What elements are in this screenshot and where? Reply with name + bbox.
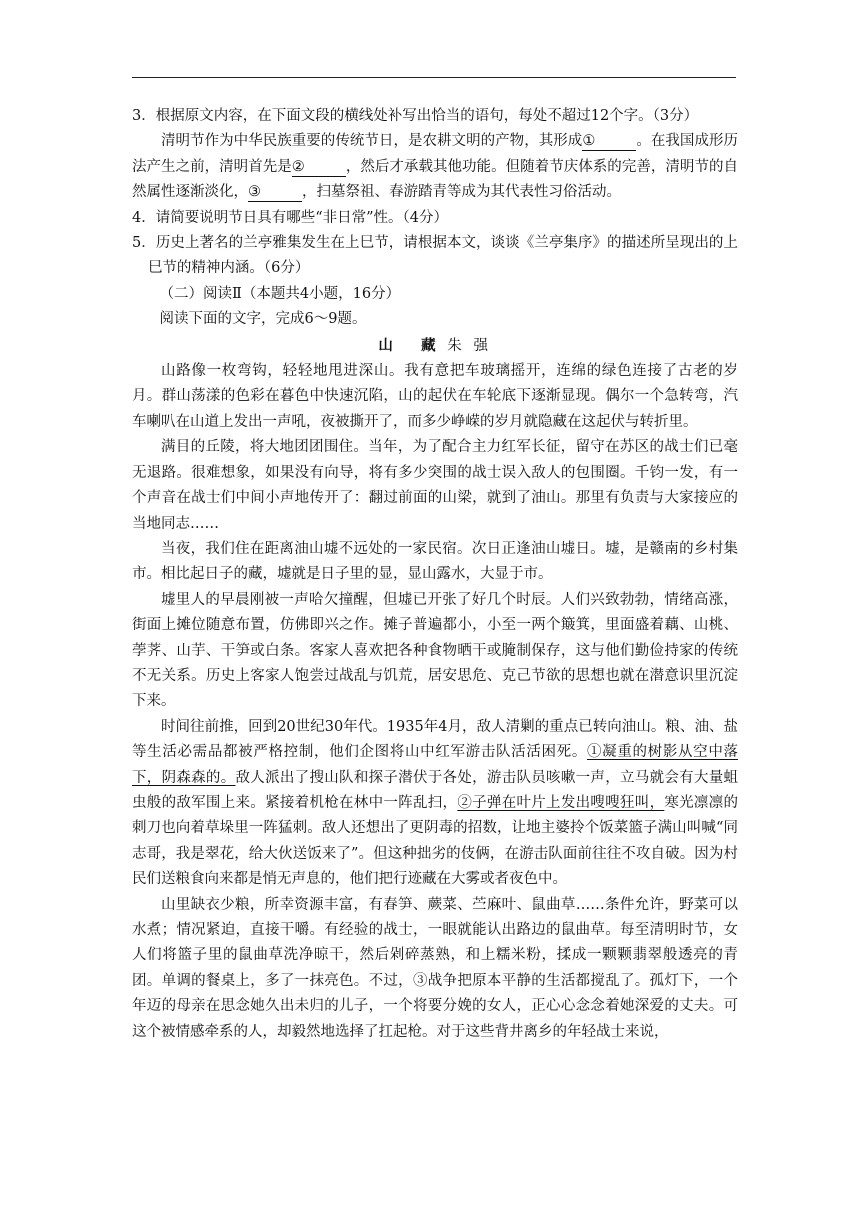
- article-paragraph-4: 墟里人的早晨刚被一声哈欠撞醒，但墟已开张了好几个时辰。人们兴致勃勃，情绪高涨，街面上摊位随意布置，仿佛即兴之作。摊子普遍都小，小至一两个簸箕，里面盛着藕、山桃、荸荠、山芋、干笋或白条。客家人喜欢把各种食物晒干或腌制保存，这与他们勤俭持家的传统不无关系。历史上客家人饱尝过战乱与饥荒，居安思危、克己节欲的思想也就在潜意识里沉淀下来。: [132, 591, 738, 710]
- paragraph-5-text-b: 敌人派出了搜山队和探子潜伏于各处，游击队员咳嗽一声，立马就会有大量蛆虫般的敌军围上来。紧接着机枪在林中一阵乱扫，: [132, 769, 739, 811]
- article-paragraph-5: [132, 715, 738, 893]
- passage-text-a: 清明节作为中华民族重要的传统节日，是农耕文明的产物，其形成: [161, 133, 583, 150]
- header-rule: [132, 77, 736, 78]
- question-3-stem: 3．根据原文内容，在下面文段的横线处补写出恰当的语句，每处不超过12个字。（3分）: [132, 108, 699, 124]
- fill-blank-3[interactable]: ③: [248, 183, 302, 202]
- fill-blank-2[interactable]: ②: [292, 158, 346, 177]
- fill-blank-1[interactable]: ①: [582, 132, 636, 151]
- passage-text-c: ，然后才承载其他功能。但随着节庆体系的完善，清明节的自然属性逐渐淡化，: [132, 158, 739, 201]
- underlined-sentence-1: ①凝重的树影从空中落下，阴森森的。: [132, 744, 738, 786]
- passage-text-d: ，扫墓祭祖、春游踏青等成为其代表性习俗活动。: [302, 184, 621, 201]
- article-paragraph-6: 山里缺衣少粮，所幸资源丰富，有春笋、蕨菜、苎麻叶、鼠曲草……条件允许，野菜可以水煮；情况紧迫，直接干嚼。有经验的战士，一眼就能认出路边的鼠曲草。每至清明时节，女人们将篮子里的鼠曲草洗净晾干，然后剁碎蒸熟，和上糯米粉，揉成一颗颗翡翠般透亮的青团。单调的餐桌上，多了一抹亮色。不过，③战争把原本平静的生活都搅乱了。孤灯下，一个年迈的母亲在思念她久出未归的儿子，一个将要分娩的女人，正心心念念着她深爱的丈夫。可这个被情感牵系的人，却毅然地选择了扛起枪。对于这些背井离乡的年轻战士来说，: [132, 896, 738, 1040]
- article-title-line: [132, 333, 738, 359]
- question-4: 4．请简要说明节日具有哪些“非日常”性。（4分）: [132, 209, 449, 226]
- paragraph-5-text-a: 时间往前推，回到20世纪30年代。1935年4月，敌人清剿的重点已转向油山。粮、油、盐等生活必需品都被严格控制，他们企图将山中红军游击队活活困死。: [132, 718, 738, 761]
- underlined-sentence-2: ②子弹在叶片上发出嗖嗖狂叫，: [457, 794, 665, 811]
- reading-instruction: 阅读下面的文字，完成6～9题。: [159, 311, 367, 328]
- question-5: 5．历史上著名的兰亭雅集发生在上巳节，请根据本文，谈谈《兰亭集序》的描述所呈现出的上巳节的精神内涵。（6分）: [132, 235, 738, 277]
- paragraph-5-text-c: 寒光凛凛的刺刀也向着草垛里一阵猛刺。敌人还想出了更阴毒的招数，让地主婆拎个饭菜篮子满山叫喊“同志哥，我是翠花，给大伙送饭来了”。但这种拙劣的伎俩，在游击队面前往往不攻自破。因为村民们送粮食向来都是悄无声息的，他们把行迹藏在大雾或者夜色中。: [132, 794, 739, 888]
- article-paragraph-3: 当夜，我们住在距离油山墟不远处的一家民宿。次日正逢油山墟日。墟，是赣南的乡村集市。相比起日子的藏，墟就是日子里的显，显山露水，大显于市。: [132, 540, 738, 583]
- article-author: 朱 强: [447, 337, 492, 354]
- exam-page-content: [132, 104, 738, 1045]
- section-heading: （二）阅读Ⅱ（本题共4小题，16分）: [159, 285, 401, 302]
- article-paragraph-2: 满目的丘陵，将大地团团围住。当年，为了配合主力红军长征，留守在苏区的战士们已毫无退路。很难想象，如果没有向导，将有多少突围的战士误入敌人的包围圈。千钧一发，有一个声音在战士们中间小声地传开了：翻过前面的山梁，就到了油山。那里有负责与大家接应的当地同志……: [132, 439, 738, 532]
- article-title: 山 藏: [378, 336, 448, 354]
- passage-text-b: 。在我国成形历法产生之前，清明首先是: [132, 133, 739, 175]
- question-3-passage: [132, 129, 738, 205]
- article-paragraph-1: 山路像一枚弯钩，轻轻地甩进深山。我有意把车玻璃摇开，连绵的绿色连接了古老的岁月。群山荡漾的色彩在暮色中快速沉陷，山的起伏在车轮底下逐渐显现。偶尔一个急转弯，汽车喇叭在山道上发出一声吼，夜被撕开了，而多少峥嵘的岁月就隐藏在这起伏与转折里。: [132, 363, 738, 430]
